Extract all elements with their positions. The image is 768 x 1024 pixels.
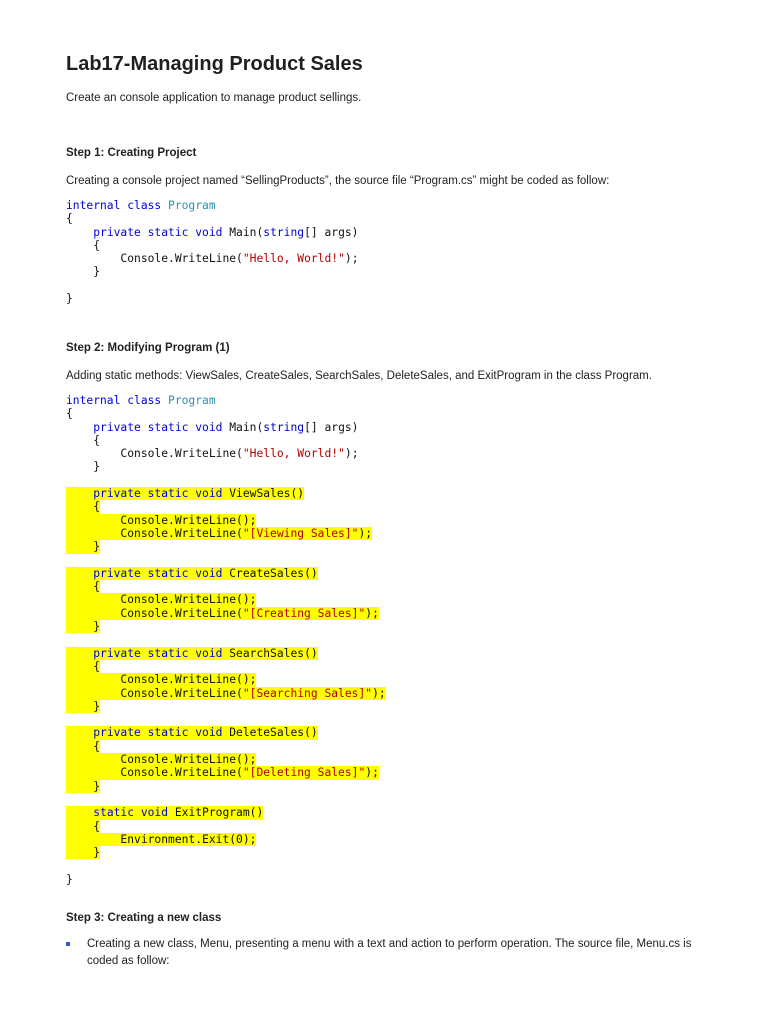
code-token: "[Searching Sales]"	[242, 686, 373, 700]
code-line	[66, 460, 386, 473]
code-line	[66, 726, 386, 739]
code-line	[66, 660, 386, 673]
code-token: Console.WriteLine(	[120, 252, 243, 266]
code-block-2	[66, 394, 386, 886]
code-token: );	[344, 447, 359, 461]
step-1-heading: Step 1: Creating Project	[66, 147, 197, 159]
code-highlight	[66, 607, 379, 620]
code-highlight	[66, 620, 100, 633]
code-token: {	[66, 659, 101, 673]
code-highlight	[66, 780, 100, 793]
code-line	[66, 873, 386, 886]
code-token: );	[365, 606, 379, 620]
code-highlight	[66, 700, 100, 713]
code-token: }	[66, 620, 101, 634]
code-line	[66, 713, 386, 726]
code-token: Console.WriteLine(	[66, 526, 243, 540]
code-line	[66, 859, 386, 872]
code-token: Console.WriteLine(	[66, 766, 243, 780]
code-line	[66, 580, 386, 593]
step-1-description: Creating a console project named “SellingProducts”, the source file “Program.cs” might be coded as follow:	[66, 175, 610, 187]
code-line	[66, 212, 359, 225]
code-token: {	[66, 739, 101, 753]
code-highlight	[66, 660, 100, 673]
code-highlight	[66, 806, 263, 819]
code-token: Console.WriteLine(	[66, 686, 243, 700]
code-line	[66, 407, 386, 420]
code-token: Main(	[229, 225, 264, 239]
code-highlight	[66, 514, 256, 527]
code-token: [] args)	[304, 420, 359, 434]
code-line	[66, 239, 359, 252]
bullet-icon	[66, 942, 70, 946]
step-2-description: Adding static methods: ViewSales, CreateSales, SearchSales, DeleteSales, and ExitProgram in the class Program.	[66, 370, 652, 382]
code-token	[66, 567, 93, 580]
code-line	[66, 687, 386, 700]
code-token: Console.WriteLine();	[66, 673, 257, 687]
code-line	[66, 740, 386, 753]
code-block-1	[66, 199, 359, 305]
step-3-bullet-item	[66, 936, 706, 970]
code-token: private static void	[93, 646, 230, 660]
code-line	[66, 394, 386, 407]
code-token: {	[93, 238, 101, 252]
code-token: private static void	[93, 726, 230, 740]
code-token	[66, 806, 93, 819]
code-token: private static void	[93, 487, 230, 501]
code-token: {	[93, 433, 101, 447]
code-line	[66, 527, 386, 540]
code-line	[66, 292, 359, 305]
code-highlight	[66, 487, 304, 500]
code-token	[66, 726, 93, 739]
code-line	[66, 434, 386, 447]
code-token: ExitProgram()	[174, 806, 264, 820]
code-line	[66, 540, 386, 553]
code-line	[66, 700, 386, 713]
step-3-heading: Step 3: Creating a new class	[66, 912, 222, 924]
code-highlight	[66, 500, 100, 513]
code-token: );	[372, 686, 386, 700]
code-line	[66, 820, 386, 833]
code-highlight	[66, 647, 318, 660]
code-token: Environment.Exit(0);	[66, 832, 257, 846]
code-token: {	[66, 580, 101, 594]
code-token: );	[365, 766, 379, 780]
intro-text: Create an console application to manage product sellings.	[66, 92, 362, 104]
code-highlight	[66, 833, 256, 846]
code-token: Console.WriteLine();	[66, 593, 257, 607]
code-token: string	[263, 420, 305, 434]
code-token: Console.WriteLine(	[66, 606, 243, 620]
code-highlight	[66, 687, 386, 700]
page-title: Lab17-Managing Product Sales	[66, 53, 363, 75]
code-token: SearchSales()	[229, 646, 318, 660]
step-3-bullet-text: Creating a new class, Menu, presenting a menu with a text and action to perform operation. The source file, Menu.cs is coded as follow:	[87, 938, 692, 967]
code-line	[66, 673, 386, 686]
code-highlight	[66, 726, 318, 739]
code-token: [] args)	[304, 225, 359, 239]
code-token: Main(	[229, 420, 264, 434]
code-token: static void	[93, 806, 175, 820]
code-highlight	[66, 846, 100, 859]
code-token: {	[66, 500, 101, 514]
code-token: "[Deleting Sales]"	[242, 766, 366, 780]
code-line	[66, 593, 386, 606]
code-line	[66, 226, 359, 239]
code-line	[66, 500, 386, 513]
code-token: string	[263, 225, 305, 239]
code-line	[66, 265, 359, 278]
code-line	[66, 806, 386, 819]
code-line	[66, 780, 386, 793]
code-line	[66, 620, 386, 633]
code-highlight	[66, 753, 256, 766]
code-highlight	[66, 593, 256, 606]
code-token	[66, 487, 93, 500]
code-highlight	[66, 820, 100, 833]
code-line	[66, 199, 359, 212]
code-token: "Hello, World!"	[242, 252, 345, 266]
code-line	[66, 474, 386, 487]
code-line	[66, 252, 359, 265]
code-token: "[Viewing Sales]"	[242, 526, 359, 540]
code-token: {	[66, 212, 73, 226]
code-token	[66, 647, 93, 660]
code-token: }	[66, 699, 101, 713]
code-line	[66, 846, 386, 859]
code-token: }	[93, 265, 101, 279]
code-line	[66, 607, 386, 620]
code-token: }	[66, 846, 101, 860]
code-token: internal class	[66, 199, 169, 212]
code-token: internal class	[66, 394, 169, 407]
code-highlight	[66, 580, 100, 593]
code-highlight	[66, 567, 318, 580]
code-token: }	[66, 872, 73, 886]
code-highlight	[66, 540, 100, 553]
step-2-heading: Step 2: Modifying Program (1)	[66, 342, 230, 354]
code-token: "[Creating Sales]"	[242, 606, 366, 620]
code-line	[66, 554, 386, 567]
code-line	[66, 487, 386, 500]
code-line	[66, 514, 386, 527]
code-token: private static void	[93, 225, 230, 239]
code-token: );	[344, 252, 359, 266]
code-token: }	[66, 540, 101, 554]
code-line	[66, 567, 386, 580]
code-token: {	[66, 819, 101, 833]
code-token: ViewSales()	[229, 487, 305, 501]
code-token: Program	[168, 394, 216, 407]
code-line	[66, 753, 386, 766]
code-token: }	[93, 460, 101, 474]
code-line	[66, 793, 386, 806]
code-token: private static void	[93, 420, 230, 434]
code-token: }	[66, 292, 73, 306]
code-token: }	[66, 779, 101, 793]
code-line	[66, 447, 386, 460]
code-token: Console.WriteLine();	[66, 753, 257, 767]
code-token: );	[358, 526, 373, 540]
code-token: CreateSales()	[229, 566, 318, 580]
code-line	[66, 766, 386, 779]
code-highlight	[66, 673, 256, 686]
code-line	[66, 279, 359, 292]
code-token: DeleteSales()	[229, 726, 318, 740]
code-token: private static void	[93, 566, 230, 580]
code-highlight	[66, 740, 100, 753]
code-line	[66, 647, 386, 660]
code-highlight	[66, 527, 372, 540]
code-token: Console.WriteLine(	[120, 447, 243, 461]
code-token: Program	[168, 199, 216, 212]
code-line	[66, 421, 386, 434]
code-token: {	[66, 407, 73, 421]
code-token: "Hello, World!"	[242, 447, 345, 461]
code-line	[66, 833, 386, 846]
code-line	[66, 633, 386, 646]
code-highlight	[66, 766, 379, 779]
code-token: Console.WriteLine();	[66, 513, 257, 527]
